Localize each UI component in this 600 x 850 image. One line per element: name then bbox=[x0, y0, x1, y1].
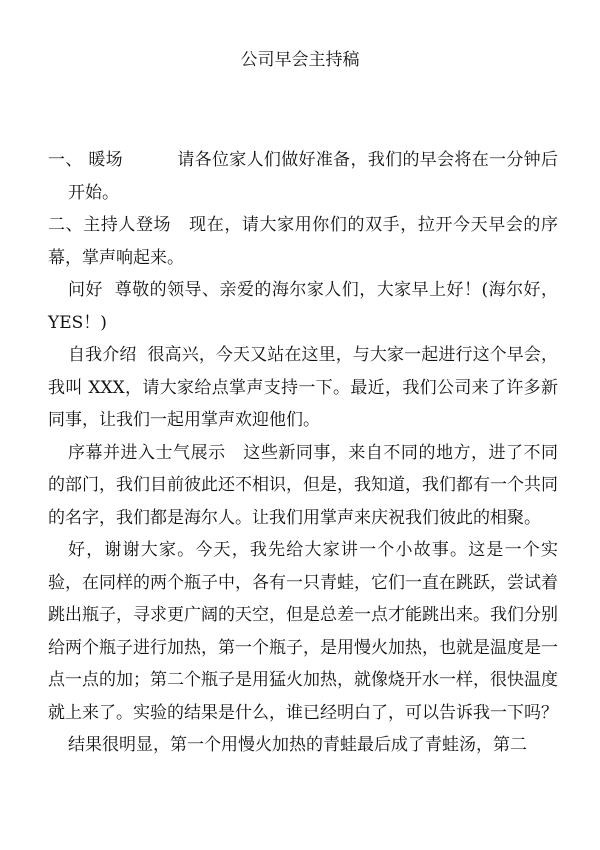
paragraph-text: 好，谢谢大家。今天，我先给大家讲一个小故事。这是一个实验，在同样的两个瓶子中，各有一只青蛙，它们一直在跳跃，尝试着跳出瓶子，寻求更广阔的天空，但是总差一点才能跳出来。我们分别给两个瓶子进行加热，第一个瓶子，是用慢火加热，也就是温度是一点一点的加；第二个瓶子是用猛火加热，就像烧开水一样，很快温度就上来了。实验的结果是什么，谁已经明白了，可以告诉我一下吗？ bbox=[48, 540, 558, 723]
paragraph-story bbox=[48, 534, 558, 729]
section-text: 请各位家人们做好准备，我们的早会将在一分钟后开始。 bbox=[68, 150, 558, 203]
section-heading bbox=[48, 150, 157, 170]
section-warmup bbox=[48, 144, 558, 209]
paragraph-text: 很高兴，今天又站在这里，与大家一起进行这个早会，我叫 XXX，请大家给点掌声支持一下。最近，我们公司来了许多新同事，让我们一起用掌声欢迎他们。 bbox=[48, 345, 559, 430]
section-heading: 二、主持人登场 bbox=[48, 215, 172, 235]
paragraph-text: 结果很明显，第一个用慢火加热的青蛙最后成了青蛙汤，第二 bbox=[68, 735, 527, 755]
paragraph-text: 尊敬的领导、亲爱的海尔家人们，大家早上好！(海尔好，YES！) bbox=[48, 280, 558, 333]
section-host-entrance bbox=[48, 209, 558, 274]
section-heading-text: 一、 暖场 bbox=[48, 150, 123, 170]
paragraph-text: 这些新同事，来自不同的地方，进了不同的部门，我们目前彼此还不相识，但是，我知道，我们都有一个共同的名字，我们都是海尔人。让我们用掌声来庆祝我们彼此的相聚。 bbox=[48, 442, 559, 528]
paragraph-morale bbox=[48, 437, 558, 535]
paragraph-label: 自我介绍 bbox=[68, 345, 137, 365]
paragraph-greeting bbox=[48, 274, 558, 339]
paragraph-self-intro bbox=[48, 339, 558, 437]
paragraph-label: 问好 bbox=[68, 280, 103, 300]
section-text: 现在，请大家用你们的双手，拉开今天早会的序幕，掌声响起来。 bbox=[48, 215, 559, 268]
paragraph-result bbox=[48, 729, 558, 762]
document-body bbox=[48, 144, 558, 762]
page-title: 公司早会主持稿 bbox=[240, 50, 360, 70]
paragraph-label: 序幕并进入士气展示 bbox=[68, 442, 226, 463]
